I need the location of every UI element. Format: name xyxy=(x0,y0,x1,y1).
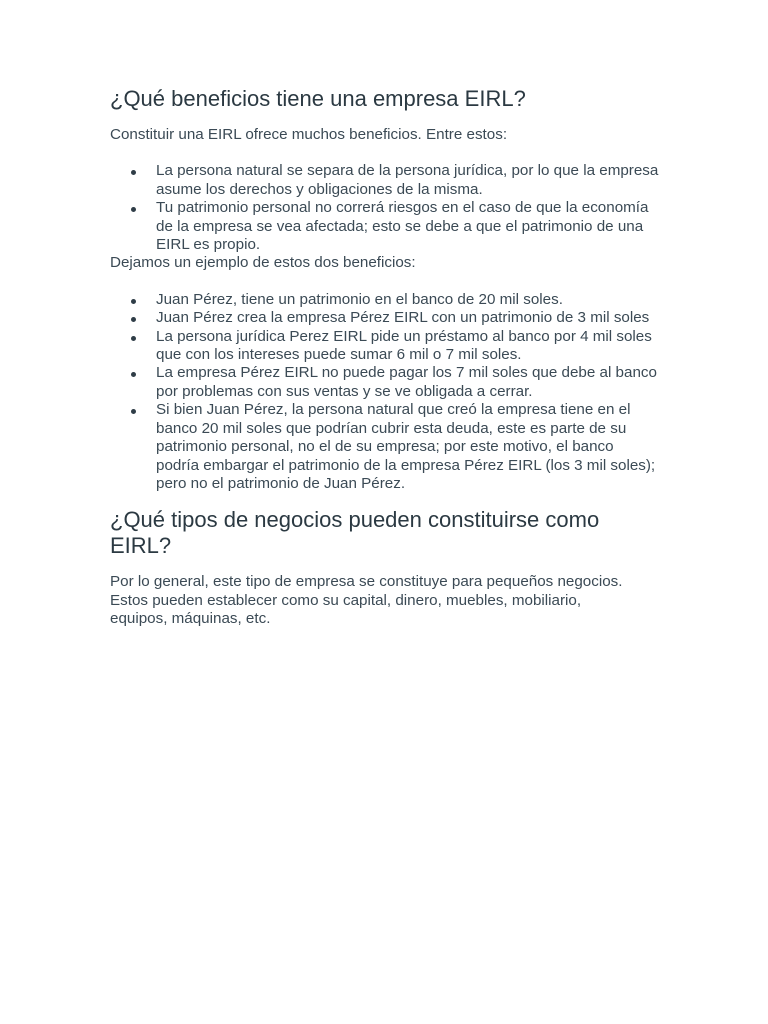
document-page xyxy=(110,86,660,629)
benefits-list xyxy=(110,162,660,254)
section2-body: Por lo general, este tipo de empresa se constituye para pequeños negocios. Estos pueden establecer como su capital, dinero, muebles, mobiliario, equipos, máquinas, etc. xyxy=(110,573,623,628)
list-item-text: Si bien Juan Pérez, la persona natural que creó la empresa tiene en el banco 20 mil soles que podrían cubrir esta deuda, este es parte de su patrimonio personal, no el de su empresa; por este motivo, el banco podría embargar el patrimonio de la empresa Pérez EIRL (los 3 mil soles); pero no el patrimonio de Juan Pérez. xyxy=(156,401,656,492)
list-item xyxy=(110,162,660,199)
example-list xyxy=(110,291,660,493)
list-item xyxy=(110,364,660,401)
list-item xyxy=(110,328,660,365)
bullet-icon xyxy=(131,170,136,175)
list-item-text: Juan Pérez, tiene un patrimonio en el banco de 20 mil soles. xyxy=(156,290,563,308)
section2-heading: ¿Qué tipos de negocios pueden constituirse como EIRL? xyxy=(110,507,600,559)
list-item-text: Juan Pérez crea la empresa Pérez EIRL con un patrimonio de 3 mil soles xyxy=(156,309,650,327)
list-item xyxy=(110,401,660,493)
bullet-icon xyxy=(131,372,136,377)
section1-intro: Constituir una EIRL ofrece muchos beneficios. Entre estos: xyxy=(110,126,508,143)
bullet-icon xyxy=(131,207,136,212)
bullet-icon xyxy=(131,336,136,341)
list-item-text: Tu patrimonio personal no correrá riesgos en el caso de que la economía de la empresa se vea afectada; esto se debe a que el patrimonio de una EIRL es propio. xyxy=(156,199,649,254)
list-item-text: La persona natural se separa de la persona jurídica, por lo que la empresa asume los derechos y obligaciones de la misma. xyxy=(156,162,659,198)
bullet-icon xyxy=(131,317,136,322)
list-item xyxy=(110,291,660,309)
list-item xyxy=(110,309,660,327)
section1-heading: ¿Qué beneficios tiene una empresa EIRL? xyxy=(110,86,526,111)
bullet-icon xyxy=(131,299,136,304)
list-item-text: La persona jurídica Perez EIRL pide un préstamo al banco por 4 mil soles que con los intereses puede sumar 6 mil o 7 mil soles. xyxy=(156,327,652,364)
bullet-icon xyxy=(131,409,136,414)
list-item xyxy=(110,199,660,254)
example-intro: Dejamos un ejemplo de estos dos beneficios: xyxy=(110,254,416,272)
list-item-text: La empresa Pérez EIRL no puede pagar los 7 mil soles que debe al banco por problemas con sus ventas y se ve obligada a cerrar. xyxy=(156,364,657,400)
